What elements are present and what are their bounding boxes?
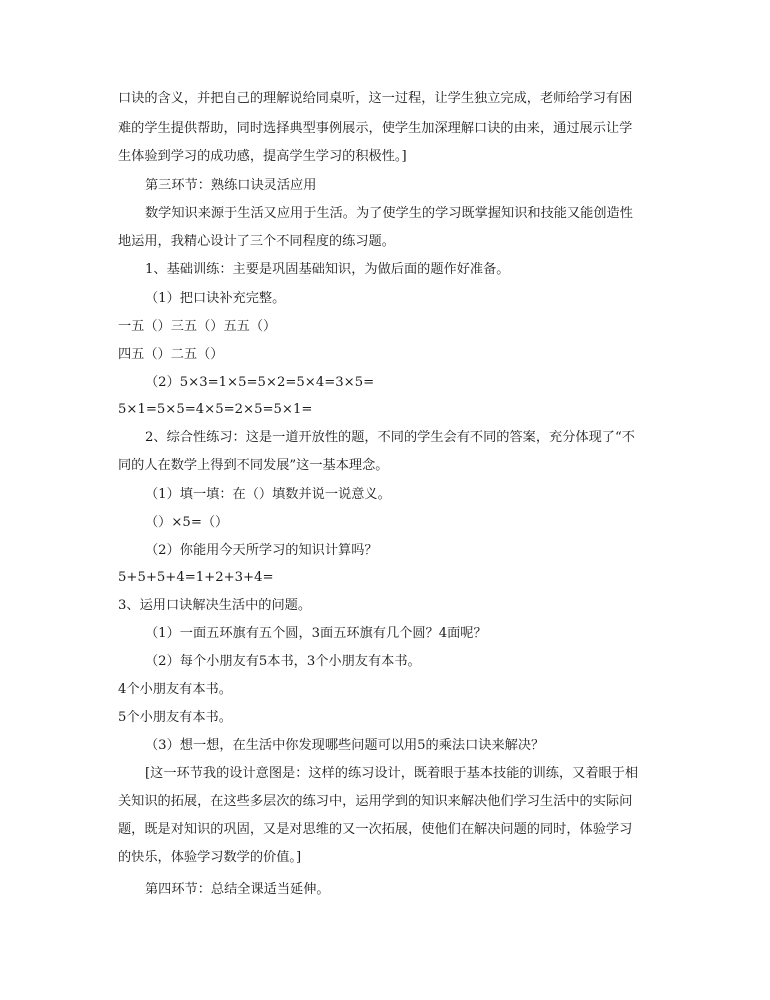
text-line: 数学知识来源于生活又应用于生活。为了使学生的学习既掌握知识和技能又能创造性: [145, 206, 633, 221]
text-line: 5×1=5×5=4×5=2×5=5×1=: [118, 402, 313, 417]
text-line: 第四环节：总结全课适当延伸。: [145, 882, 330, 897]
text-line: （2）你能用今天所学习的知识计算吗？: [145, 543, 378, 558]
text-line: （1）把口诀补充完整。: [145, 291, 286, 306]
text-line: 2、综合性练习：这是一道开放性的题，不同的学生会有不同的答案，充分体现了“不: [145, 430, 635, 445]
text-line: 地运用，我精心设计了三个不同程度的练习题。: [118, 234, 395, 249]
text-line: 题，既是对知识的巩固，又是对思维的又一次拓展，使他们在解决问题的同时，体验学习: [118, 822, 633, 837]
text-line: 5+5+5+4=1+2+3+4=: [118, 570, 274, 585]
text-line: （2）5×3=1×5=5×2=5×4=3×5=: [145, 375, 375, 390]
text-line: 1、基础训练：主要是巩固基础知识，为做后面的题作好准备。: [145, 262, 510, 277]
text-line: 难的学生提供帮助，同时选择典型事例展示，使学生加深理解口诀的由来，通过展示让学: [118, 121, 633, 136]
text-line: 生体验到学习的成功感，提高学生学习的积极性。]: [118, 149, 407, 164]
text-line: [这一环节我的设计意图是：这样的练习设计，既着眼于基本技能的训练，又着眼于相: [145, 766, 639, 781]
text-line: 4个小朋友有本书。: [118, 682, 232, 697]
text-line: 5个小朋友有本书。: [118, 710, 232, 725]
text-line: （）×5=（）: [145, 515, 229, 530]
text-line: 一五（）三五（）五五（）: [118, 319, 277, 334]
text-line: 3、运用口诀解决生活中的问题。: [118, 598, 312, 613]
text-line: （3）想一想，在生活中你发现哪些问题可以用5的乘法口诀来解决？: [145, 738, 545, 753]
text-line: 四五（）二五（）: [118, 347, 224, 362]
text-line: 口诀的含义，并把自己的理解说给同桌听，这一过程，让学生独立完成，老师给学习有困: [118, 91, 633, 106]
text-line: 的快乐，体验学习数学的价值。]: [118, 850, 302, 865]
text-line: （1）填一填：在（）填数并说一说意义。: [145, 487, 391, 502]
text-line: 同的人在数学上得到不同发展”这一基本理念。: [118, 458, 389, 473]
text-line: （1）一面五环旗有五个圆，3面五环旗有几个圆？4面呢？: [145, 626, 487, 641]
text-line: 第三环节：熟练口诀灵活应用: [145, 178, 317, 193]
text-line: （2）每个小朋友有5本书，3个小朋友有本书。: [145, 654, 421, 669]
text-line: 关知识的拓展，在这些多层次的练习中，运用学到的知识来解决他们学习生活中的实际问: [118, 794, 633, 809]
